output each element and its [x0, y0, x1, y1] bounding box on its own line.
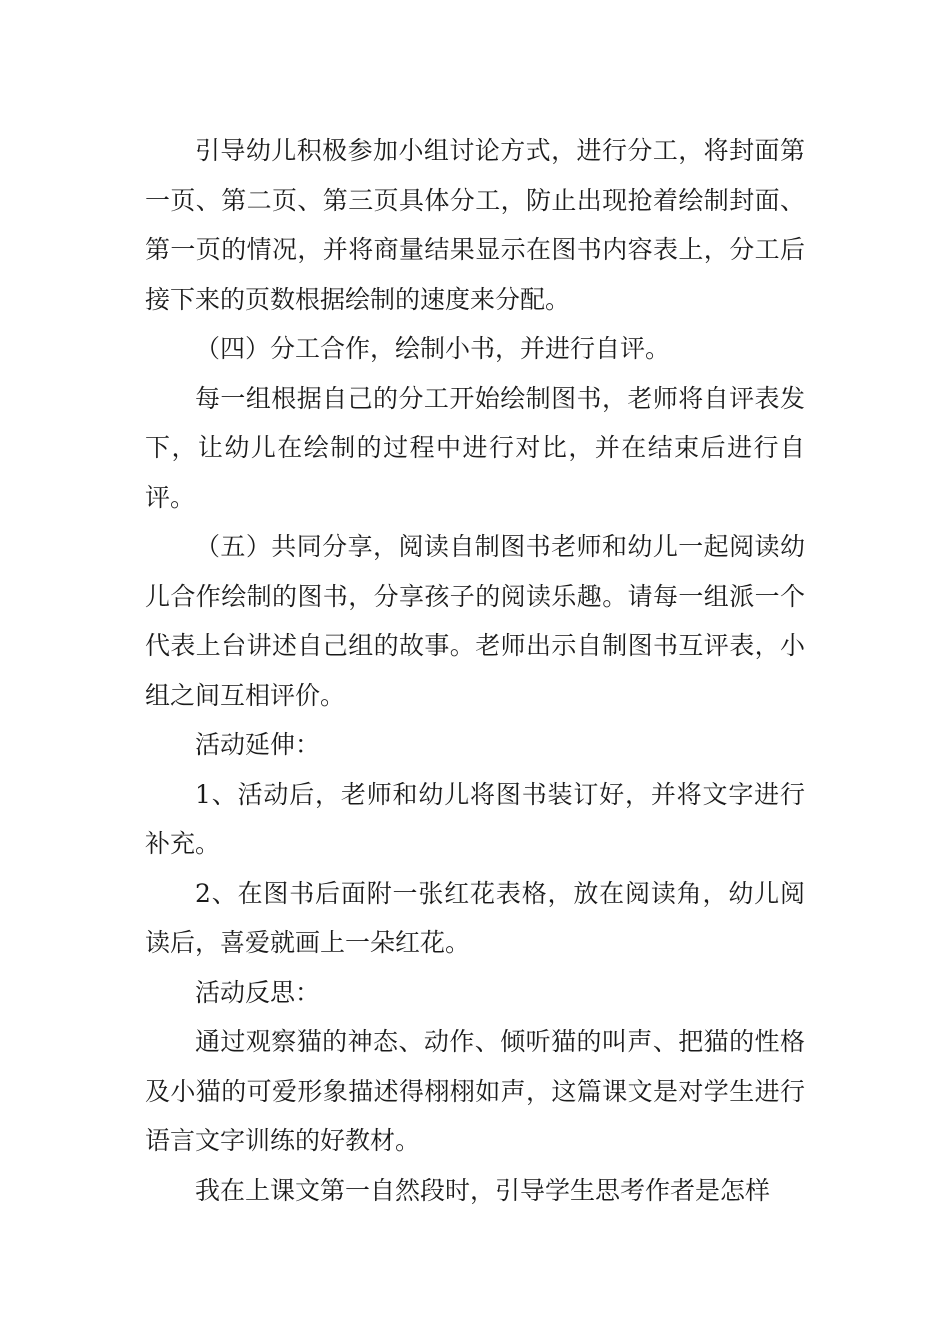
heading-activity-extension: 活动延伸：: [195, 730, 321, 759]
paragraph-reflection-2: 我在上课文第一自然段时，引导学生思考作者是怎样: [195, 1175, 771, 1205]
paragraph-division-of-labor: 引导幼儿积极参加小组讨论方式，进行分工，将封面第一页、第二页、第三页具体分工，防止出现抢着绘制封面、第一页的情况，并将商量结果显示在图书内容表上，分工后接下来的页数根据绘制的速度来分配。: [145, 136, 805, 314]
document-body: [145, 126, 805, 1215]
paragraph-extension-item-2: 2、在图书后面附一张红花表格，放在阅读角，幼儿阅读后，喜爱就画上一朵红花。: [145, 878, 805, 957]
paragraph-drawing-and-self-review: 每一组根据自己的分工开始绘制图书，老师将自评表发下，让幼儿在绘制的过程中进行对比，并在结束后进行自评。: [145, 383, 805, 512]
paragraph-extension-item-1: 1、活动后，老师和幼儿将图书装订好，并将文字进行补充。: [145, 779, 805, 858]
paragraph-section-five-sharing: （五）共同分享，阅读自制图书老师和幼儿一起阅读幼儿合作绘制的图书，分享孩子的阅读乐趣。请每一组派一个代表上台讲述自己组的故事。老师出示自制图书互评表，小组之间互相评价。: [145, 532, 805, 710]
section-heading-four: （四）分工合作，绘制小书，并进行自评。: [195, 334, 671, 363]
paragraph-reflection-1: 通过观察猫的神态、动作、倾听猫的叫声、把猫的性格及小猫的可爱形象描述得栩栩如声，这篇课文是对学生进行语言文字训练的好教材。: [145, 1027, 805, 1155]
heading-activity-reflection: 活动反思：: [195, 977, 321, 1007]
